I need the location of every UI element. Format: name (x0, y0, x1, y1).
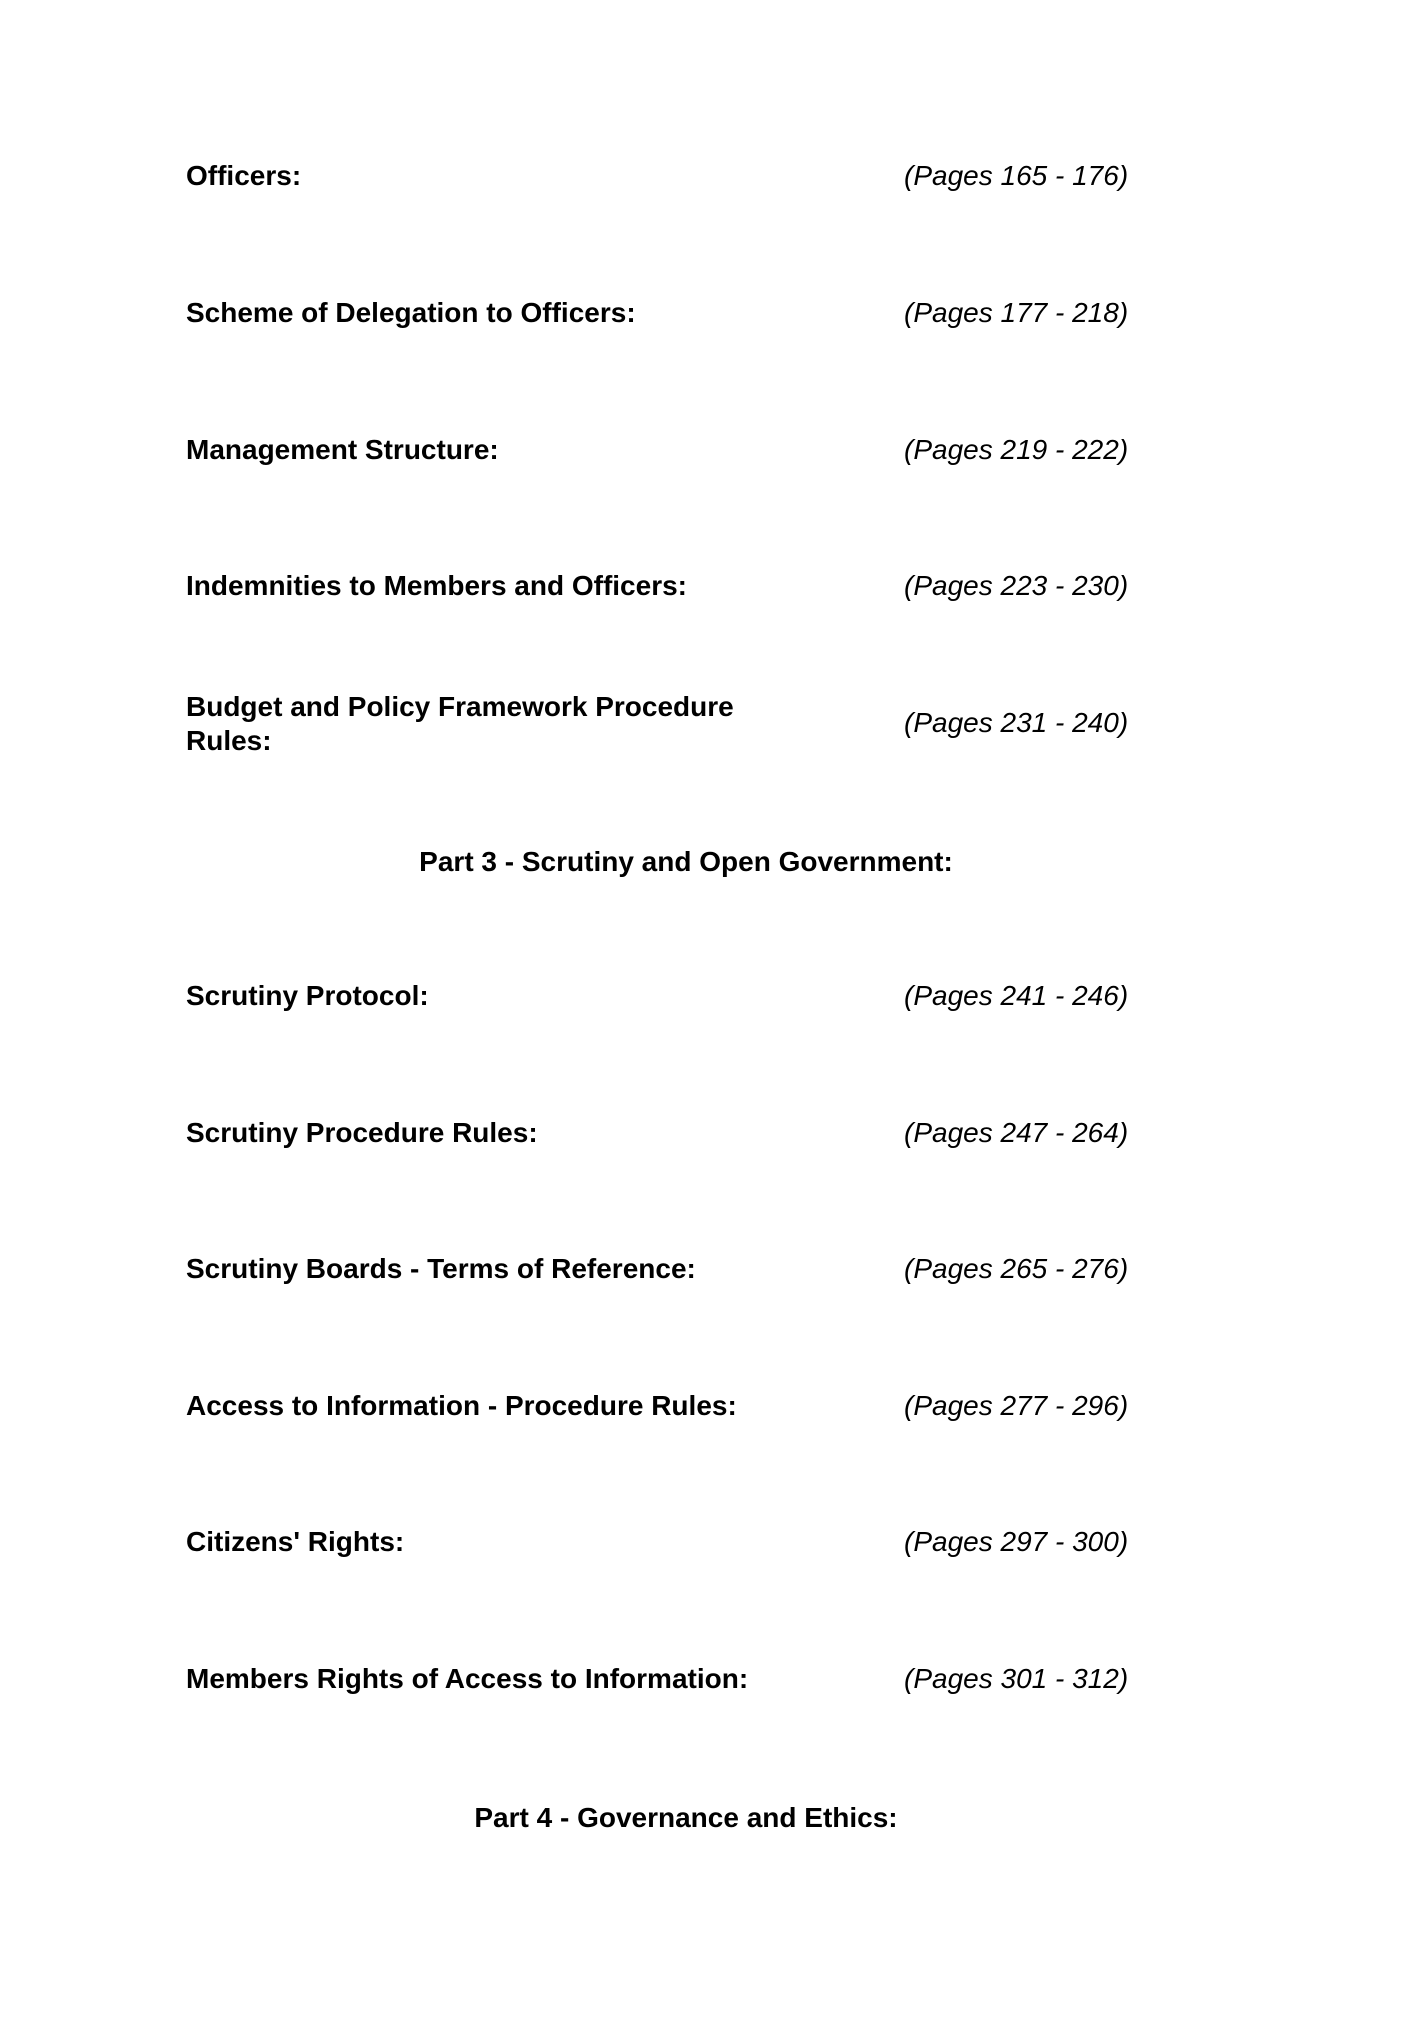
toc-entry-pages: (Pages 297 - 300) (904, 1526, 1129, 1557)
toc-entry-title: Scrutiny Procedure Rules: (186, 1117, 538, 1148)
toc-entry-indemnities (186, 556, 1146, 616)
toc-entry-scrutiny-procedure-rules (186, 1103, 1146, 1163)
toc-entry-officers (186, 146, 1146, 206)
toc-entry-pages: (Pages 223 - 230) (904, 570, 1129, 601)
section-heading-part-3: Part 3 - Scrutiny and Open Government: (419, 846, 953, 877)
toc-entry-citizens-rights (186, 1512, 1146, 1572)
toc-entry-scheme-of-delegation (186, 283, 1146, 343)
toc-entry-budget-policy-framework (186, 691, 1146, 756)
toc-entry-pages: (Pages 241 - 246) (904, 980, 1129, 1011)
toc-entry-scrutiny-boards (186, 1239, 1146, 1299)
toc-entry-title: Scrutiny Protocol: (186, 980, 429, 1011)
toc-entry-members-rights (186, 1649, 1146, 1709)
toc-entry-title: Indemnities to Members and Officers: (186, 570, 687, 601)
toc-entry-title: Access to Information - Procedure Rules: (186, 1390, 737, 1421)
toc-entry-pages: (Pages 231 - 240) (904, 707, 1129, 738)
toc-entry-title: Officers: (186, 160, 302, 191)
toc-entry-title: Scrutiny Boards - Terms of Reference: (186, 1253, 696, 1284)
toc-entry-access-to-information (186, 1376, 1146, 1436)
toc-entry-pages: (Pages 247 - 264) (904, 1117, 1129, 1148)
toc-entry-pages: (Pages 177 - 218) (904, 297, 1129, 328)
toc-entry-pages: (Pages 165 - 176) (904, 160, 1129, 191)
toc-entry-pages: (Pages 265 - 276) (904, 1253, 1129, 1284)
section-heading-part-4: Part 4 - Governance and Ethics: (474, 1802, 898, 1833)
toc-entry-pages: (Pages 277 - 296) (904, 1390, 1129, 1421)
toc-entry-pages: (Pages 219 - 222) (904, 434, 1129, 465)
toc-entry-scrutiny-protocol (186, 966, 1146, 1026)
toc-entry-title: Budget and Policy Framework Procedure Rules: (186, 691, 734, 756)
toc-entry-title: Scheme of Delegation to Officers: (186, 297, 636, 328)
toc-entry-management-structure (186, 420, 1146, 480)
toc-entry-title: Citizens' Rights: (186, 1526, 405, 1557)
toc-entry-title: Members Rights of Access to Information: (186, 1663, 749, 1694)
toc-entry-pages: (Pages 301 - 312) (904, 1663, 1129, 1694)
toc-entry-title: Management Structure: (186, 434, 499, 465)
